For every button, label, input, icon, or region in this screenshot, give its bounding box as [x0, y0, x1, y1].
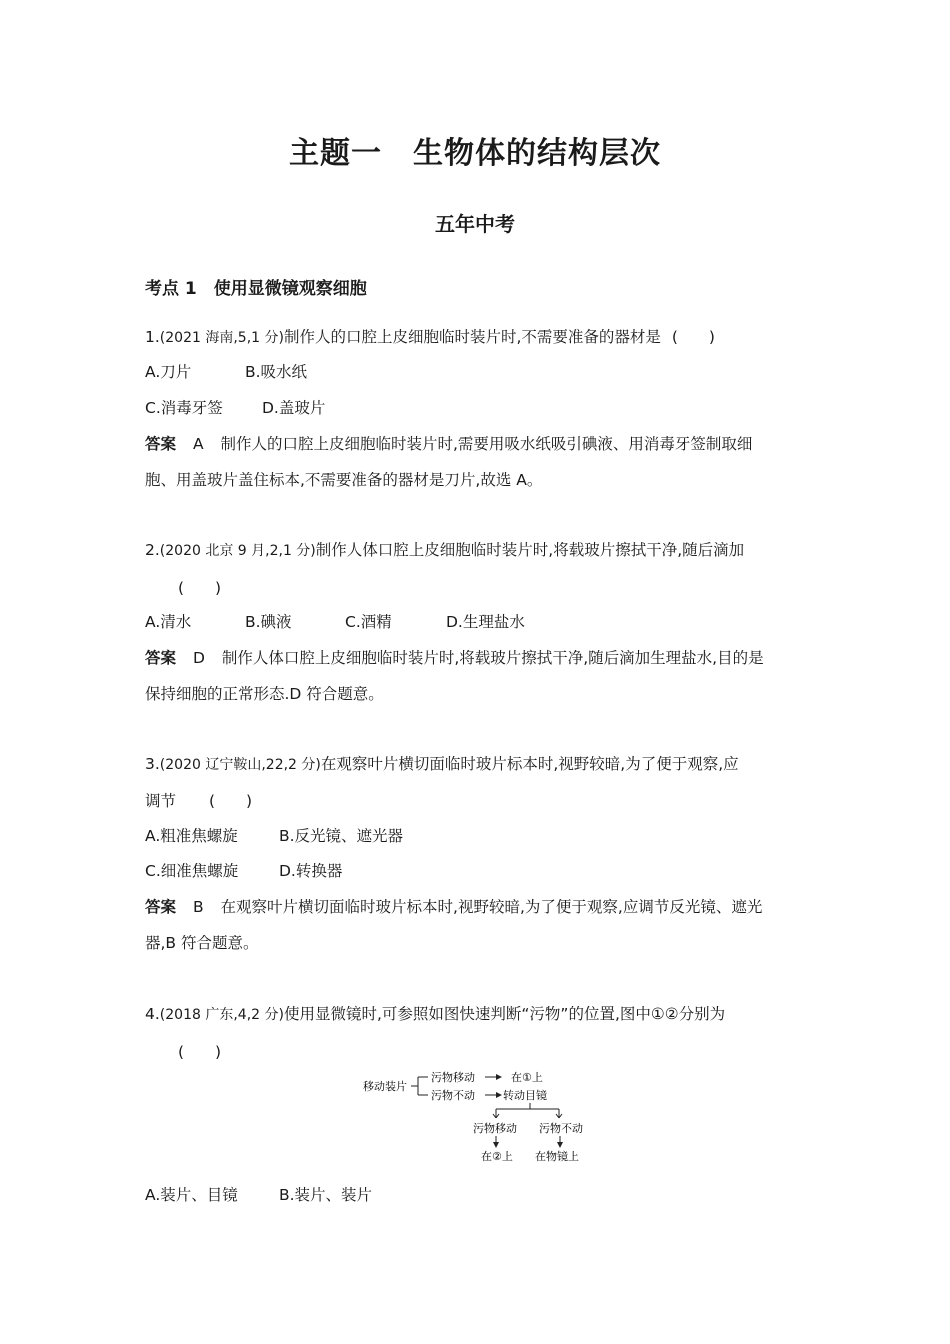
dirt-location-flowchart: [355, 1064, 595, 1164]
option-b: B.反光镜、遮光器: [279, 827, 404, 845]
option-d: D.生理盐水: [446, 613, 525, 631]
option-b: B.碘液: [245, 613, 292, 631]
option-a: A.清水: [145, 613, 192, 631]
option-a: A.粗准焦螺旋: [145, 827, 238, 845]
question-3-options-row2: [145, 859, 342, 881]
node-on-objective: 在物镜上: [535, 1150, 579, 1163]
question-3-answer: 答案 B 在观察叶片横切面临时玻片标本时,视野较暗,为了便于观察,应调节反光镜、遮光: [145, 898, 763, 916]
question-source: (2018 广东,4,2 分): [159, 1007, 284, 1023]
answer-blank: ( ): [178, 1043, 222, 1061]
option-a: A.刀片: [145, 363, 192, 381]
question-2-answer-cont: 保持细胞的正常形态.D 符合题意。: [145, 685, 384, 703]
node-rotate-eyepiece: 转动目镜: [503, 1089, 547, 1102]
option-d: D.转换器: [279, 862, 343, 880]
question-3-stem: 3.(2020 辽宁鞍山,22,2 分)在观察叶片横切面临时玻片标本时,视野较暗,为了便于观察,应: [145, 755, 739, 773]
question-1-options-row2: [145, 396, 325, 418]
section-heading: 考点 1 使用显微镜观察细胞: [145, 279, 367, 299]
answer-letter: D: [192, 649, 205, 667]
node-move-slide: 移动装片: [363, 1080, 407, 1093]
page-title: 主题一 生物体的结构层次: [289, 136, 661, 171]
question-source: (2021 海南,5,1 分): [159, 330, 284, 346]
question-1-answer: 答案 A 制作人的口腔上皮细胞临时装片时,需要用吸水纸吸引碘液、用消毒牙签制取细: [145, 435, 753, 453]
option-d: D.盖玻片: [262, 399, 326, 417]
question-3-stem-cont: 调节 ( ): [145, 792, 253, 810]
node-dirt-still: 污物不动: [431, 1089, 475, 1102]
question-1-stem: 1.(2021 海南,5,1 分)制作人的口腔上皮细胞临时装片时,不需要准备的器材是 ( ): [145, 328, 715, 346]
arrow: [493, 1114, 562, 1118]
question-4-options: [145, 1183, 372, 1205]
question-source: (2020 辽宁鞍山,22,2 分): [159, 757, 321, 773]
option-b: B.吸水纸: [245, 363, 308, 381]
option-b: B.装片、装片: [279, 1186, 373, 1204]
answer-letter: A: [192, 435, 204, 453]
question-3-answer-cont: 器,B 符合题意。: [145, 934, 259, 952]
node-on-1: 在①上: [511, 1071, 543, 1084]
option-a: A.装片、目镜: [145, 1186, 238, 1204]
option-c: C.消毒牙签: [145, 399, 223, 417]
question-2-stem: 2.(2020 北京 9 月,2,1 分)制作人体口腔上皮细胞临时装片时,将载玻片擦拭干净,随后滴加: [145, 541, 745, 559]
answer-label: 答案: [145, 435, 177, 453]
question-3-options-row1: [145, 824, 403, 846]
question-4-stem: 4.(2018 广东,4,2 分)使用显微镜时,可参照如图快速判断“污物”的位置,图中①②分别为: [145, 1005, 726, 1023]
split-connector: [496, 1103, 559, 1118]
node-dirt-moves-2: 污物移动: [473, 1122, 517, 1135]
answer-letter: B: [192, 898, 204, 916]
question-1-answer-cont: 胞、用盖玻片盖住标本,不需要准备的器材是刀片,故选 A。: [145, 471, 543, 489]
answer-label: 答案: [145, 898, 177, 916]
answer-blank: ( ): [671, 328, 715, 346]
subtitle: 五年中考: [435, 212, 515, 236]
question-source: (2020 北京 9 月,2,1 分): [159, 543, 316, 559]
option-c: C.细准焦螺旋: [145, 862, 239, 880]
node-dirt-still-2: 污物不动: [539, 1122, 583, 1135]
option-c: C.酒精: [345, 613, 392, 631]
node-on-2: 在②上: [481, 1150, 513, 1163]
question-1-options-row1: [145, 360, 307, 382]
answer-label: 答案: [145, 649, 177, 667]
answer-blank: ( ): [208, 792, 253, 810]
node-dirt-moves: 污物移动: [431, 1071, 475, 1084]
question-2-options: [145, 610, 525, 632]
answer-blank: ( ): [178, 579, 222, 597]
branch-bracket: [411, 1077, 428, 1095]
question-2-answer: 答案 D 制作人体口腔上皮细胞临时装片时,将载玻片擦拭干净,随后滴加生理盐水,目的是: [145, 649, 764, 667]
